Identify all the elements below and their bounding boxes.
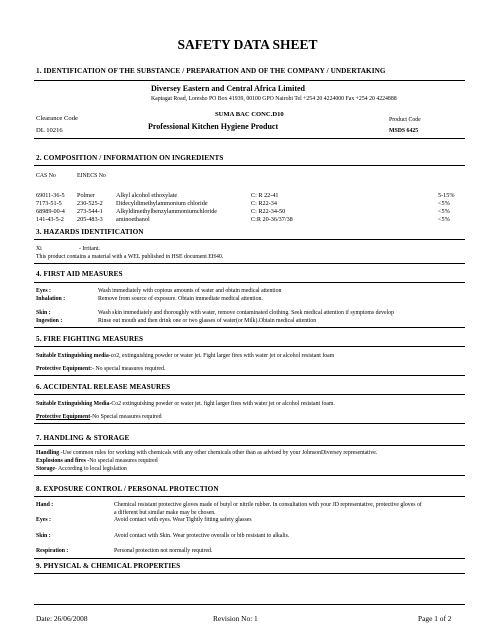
section-4-heading: 4. FIRST AID MEASURES bbox=[36, 270, 123, 278]
section-5-bottom-divider bbox=[34, 375, 465, 376]
exposure-hand-text-2: a different but similar make may be chosen. bbox=[114, 510, 216, 516]
company-name: Diversey Eastern and Central Africa Limited bbox=[151, 84, 305, 93]
concentration: <5% bbox=[438, 200, 450, 207]
concentration: 5-15% bbox=[438, 192, 455, 199]
product-title: Professional Kitchen Hygiene Product bbox=[148, 122, 279, 131]
explosions-label: Explosions and fires bbox=[36, 458, 86, 464]
explosions-text: -No special measures required bbox=[85, 458, 158, 464]
first-aid-skin-label: Skin : bbox=[36, 310, 51, 316]
section-6-divider bbox=[34, 394, 465, 395]
ingredient-row bbox=[36, 200, 466, 208]
exposure-skin-label: Skin : bbox=[36, 533, 51, 539]
ingredients-table bbox=[36, 192, 466, 224]
handling-line bbox=[36, 450, 377, 456]
exposure-respiration-label: Respiration : bbox=[36, 548, 69, 554]
first-aid-ingestion-label: Ingestion : bbox=[36, 318, 63, 324]
section-5-heading: 5. FIRE FIGHTING MEASURES bbox=[36, 335, 144, 343]
section-8-bottom-divider bbox=[34, 558, 465, 559]
clearance-code-label: Clearance Code bbox=[36, 115, 78, 122]
section-3-heading: 3. HAZARDS IDENTIFICATION bbox=[36, 228, 144, 236]
hazard-symbol: Xi bbox=[36, 246, 42, 252]
product-code-value: MSDS 6425 bbox=[389, 128, 419, 134]
einecs-number: 273-544-1 bbox=[77, 208, 103, 215]
document-title: SAFETY DATA SHEET bbox=[177, 37, 318, 52]
cas-number: 7173-51-5 bbox=[36, 200, 62, 207]
section-3-divider bbox=[34, 239, 465, 240]
concentration: <5% bbox=[438, 208, 450, 215]
fire-ppe-label: Protective Equipment: bbox=[36, 366, 93, 372]
release-ppe-text: -No Special measures required bbox=[90, 414, 162, 420]
risk-phrase: C: R 22-41 bbox=[251, 192, 279, 199]
fire-media-label: Suitable Extinguishing media- bbox=[36, 353, 111, 359]
ingredient-name: Didecyldimethylammonium chloride bbox=[116, 200, 208, 207]
footer-date: Date: 26/06/2008 bbox=[36, 614, 88, 623]
handling-label: Handling bbox=[36, 450, 60, 456]
release-ppe-line bbox=[36, 414, 161, 420]
release-media-label: Suitable Extinguishing Media- bbox=[36, 401, 112, 407]
exposure-hand-label: Hand : bbox=[36, 502, 54, 508]
einecs-number: 230-525-2 bbox=[77, 200, 103, 207]
cas-number: 141-43-5-2 bbox=[36, 216, 64, 223]
fire-ppe-line bbox=[36, 366, 165, 372]
fire-media-line bbox=[36, 353, 334, 359]
section-2-heading: 2. COMPOSITION / INFORMATION ON INGREDIENTS bbox=[36, 154, 224, 162]
exposure-hand-text-1: Chemical resistant protective gloves made of butyl or nitrile rubber. In consultation with your JD representative, protective gloves of bbox=[114, 502, 422, 508]
cas-column-header: CAS No bbox=[36, 173, 56, 179]
risk-phrase: C: R22-34 bbox=[251, 200, 277, 207]
ingredient-row bbox=[36, 192, 466, 200]
concentration: <5% bbox=[438, 216, 450, 223]
hazard-symbol-text: - Irritant. bbox=[79, 246, 100, 252]
section-8-divider bbox=[34, 496, 465, 497]
first-aid-inhalation-text: Remove from source of exposure. Obtain immediate medical attention. bbox=[98, 296, 263, 302]
section-4-divider bbox=[34, 282, 465, 283]
storage-text: - According to local legislation bbox=[55, 466, 127, 472]
first-aid-ingestion-text: Rinse out mouth and then drink one or two glasses of water(or Milk).Obtain medical attention bbox=[98, 318, 317, 324]
section-1-divider bbox=[34, 80, 465, 81]
footer-page-number: Page 1 of 2 bbox=[418, 614, 452, 623]
section-3-bottom-divider bbox=[34, 263, 465, 264]
section-6-heading: 6. ACCIDENTAL RELEASE MEASURES bbox=[36, 383, 171, 391]
ingredient-name: Alkyl alcohol ethoxylate bbox=[116, 192, 178, 199]
einecs-number: Polmer bbox=[77, 192, 95, 199]
product-name: SUMA BAC CONC.D10 bbox=[215, 111, 284, 118]
einecs-number: 205-483-3 bbox=[77, 216, 103, 223]
ingredient-name: aminoethanol bbox=[116, 216, 150, 223]
section-4-bottom-divider bbox=[34, 327, 465, 328]
ingredient-row bbox=[36, 208, 466, 216]
section-9-heading: 9. PHYSICAL & CHEMICAL PROPERTIES bbox=[36, 562, 181, 570]
hazard-note: This product contains a material with a WEL published in HSE document EH40. bbox=[36, 254, 224, 260]
footer-divider bbox=[34, 604, 465, 605]
fire-ppe-text: - No special measures required. bbox=[92, 366, 166, 372]
section-7-bottom-divider bbox=[34, 475, 465, 476]
cas-number: 68989-00-4 bbox=[36, 208, 65, 215]
first-aid-eyes-text: Wash immediately with copious amounts of water and obtain medical attention bbox=[98, 288, 282, 294]
ingredient-name: Alkyldimethylbenzylammoniumchloride bbox=[116, 208, 218, 215]
section-5-divider bbox=[34, 346, 465, 347]
section-6-bottom-divider bbox=[34, 423, 465, 424]
fire-media-text: co2, extinguishing powder or water jet. Fight larger fires with water jet or alcohol resistant foam bbox=[110, 353, 335, 359]
explosions-line bbox=[36, 458, 158, 464]
ingredient-row bbox=[36, 216, 466, 224]
exposure-eyes-label: Eyes : bbox=[36, 517, 51, 523]
footer-revision: Revision No: 1 bbox=[213, 614, 258, 623]
einecs-column-header: EINECS No bbox=[77, 173, 106, 179]
section-7-divider bbox=[34, 445, 465, 446]
storage-label: Storage bbox=[36, 466, 55, 472]
first-aid-inhalation-label: Inhalation : bbox=[36, 296, 66, 302]
risk-phrase: C: R22-34-50 bbox=[251, 208, 286, 215]
clearance-code-value: DL 10216 bbox=[36, 127, 63, 134]
section-7-heading: 7. HANDLING & STORAGE bbox=[36, 434, 130, 442]
first-aid-eyes-label: Eyes : bbox=[36, 288, 51, 294]
release-media-line bbox=[36, 401, 335, 407]
first-aid-skin-text: Wash skin immediately and thoroughly with water, remove contaminated clothing. Seek medical attention if symptoms develop bbox=[98, 310, 395, 316]
product-code-label: Product Code bbox=[389, 117, 421, 123]
release-ppe-label: Protective Equipment bbox=[36, 414, 91, 420]
section-2-divider bbox=[34, 165, 465, 166]
section-1-bottom-divider bbox=[34, 138, 465, 139]
section-8-heading: 8. EXPOSURE CONTROL / PERSONAL PROTECTION bbox=[36, 485, 219, 493]
exposure-respiration-text: Personal protection not normally required. bbox=[114, 548, 213, 554]
company-address: Kaptagat Road, Loresho PO Box 41939, 00100 GPO Nairobi Tel +254 20 4224000 Fax +254 20 4224888 bbox=[151, 96, 397, 102]
exposure-eyes-text: Avoid contact with eyes. Wear Tightly fitting safety glasses bbox=[114, 517, 252, 523]
exposure-skin-text: Avoid contact with Skin. Wear protective overalls or bib resistant to alkalis. bbox=[114, 533, 290, 539]
section-1-heading: 1. IDENTIFICATION OF THE SUBSTANCE / PREPARATION AND OF THE COMPANY / UNDERTAKING bbox=[36, 67, 386, 75]
storage-line bbox=[36, 466, 127, 472]
section-9-divider bbox=[34, 573, 465, 574]
cas-number: 69011-36-5 bbox=[36, 192, 65, 199]
risk-phrase: C:R 20-36/37/38 bbox=[251, 216, 293, 223]
release-media-text: Co2 extinguishing powder or water jet. fight larger fires with water jet or alcohol resistant foam. bbox=[111, 401, 335, 407]
handling-text: -Use common rules for working with chemicals with any other chemicals other than as advised by your JohnsonDiversey representative. bbox=[59, 450, 378, 456]
